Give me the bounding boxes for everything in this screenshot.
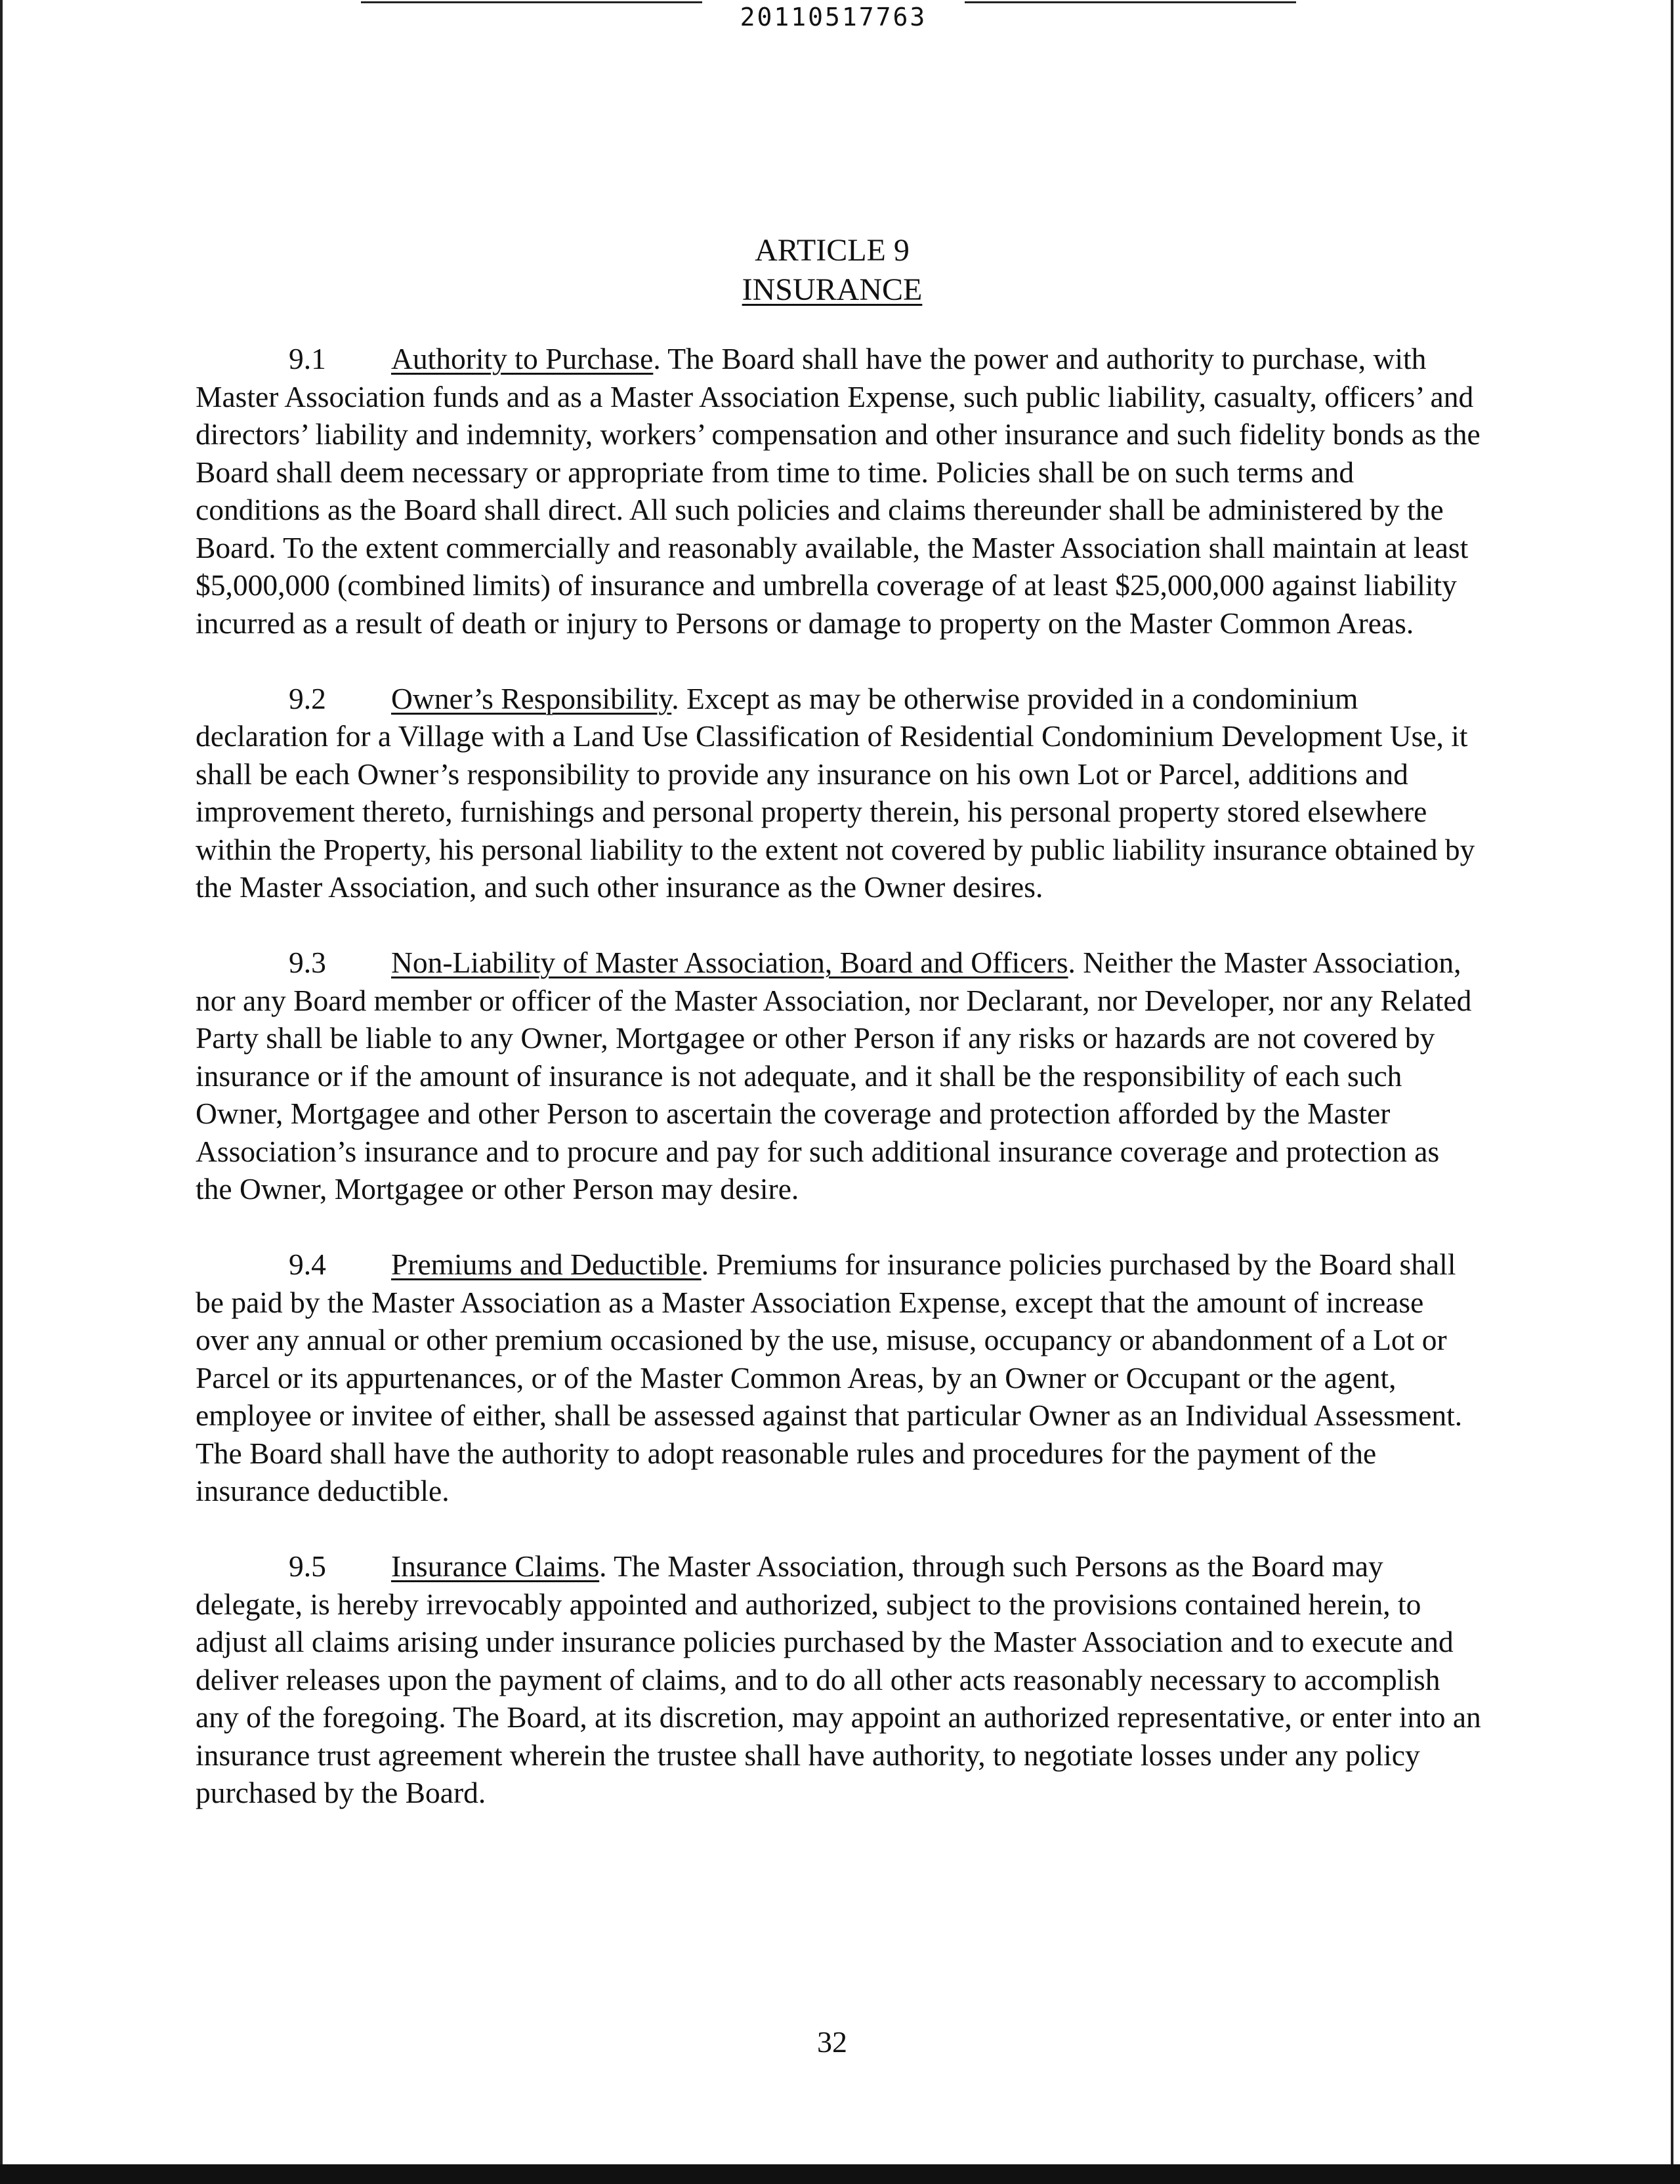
article-body bbox=[196, 340, 1482, 1849]
section-text: . The Board shall have the power and authority to purchase, with Master Association funds and as a Master Association Expense, such public liability, casualty, officers’ and directors’ liability and indemnity, workers’ compensation and other insurance and such fidelity bonds as the Board shall deem necessary or appropriate from time to time. Policies shall be on such terms and conditions as the Board shall direct. All such policies and claims thereunder shall be administered by the Board. To the extent commercially and reasonably available, the Master Association shall maintain at least $5,000,000 (combined limits) of insurance and umbrella coverage of at least $25,000,000 against liability incurred as a result of death or injury to Persons or damage to property on the Master Common Areas. bbox=[196, 342, 1480, 640]
section-number: 9.5 bbox=[289, 1549, 326, 1583]
article-heading bbox=[0, 231, 1664, 310]
section-title: Authority to Purchase bbox=[391, 342, 654, 375]
header-rule-right bbox=[965, 1, 1296, 3]
section-number: 9.2 bbox=[289, 681, 326, 715]
section-text: . The Master Association, through such Persons as the Board may delegate, is hereby irrevocably appointed and authorized, subject to the provisions contained herein, to adjust all claims arising under insurance policies purchased by the Master Association and to execute and deliver releases upon the payment of claims, and to do all other acts reasonably necessary to accomplish any of the foregoing. The Board, at its discretion, may appoint an authorized representative, or enter into an insurance trust agreement wherein the trustee shall have authority, to negotiate losses under any policy purchased by the Board. bbox=[196, 1549, 1481, 1809]
section-title: Non-Liability of Master Association, Board and Officers bbox=[391, 946, 1068, 979]
section-text: . Neither the Master Association, nor any Board member or officer of the Master Association, nor Declarant, nor Developer, nor any Related Party shall be liable to any Owner, Mortgagee or other Person if any risks or hazards are not covered by insurance or if the amount of insurance is not adequate, and it shall be the responsibility of each such Owner, Mortgagee and other Person to ascertain the coverage and protection afforded by the Master Association’s insurance and to procure and pay for such additional insurance coverage and protection as the Owner, Mortgagee or other Person may desire. bbox=[196, 946, 1472, 1206]
scan-border-bottom bbox=[0, 2164, 1680, 2184]
page-number: 32 bbox=[817, 2025, 847, 2059]
header-rule-left bbox=[361, 1, 702, 3]
section-9-2 bbox=[196, 680, 1482, 906]
section-9-1 bbox=[196, 340, 1482, 642]
section-9-5 bbox=[196, 1547, 1482, 1812]
section-number: 9.4 bbox=[289, 1248, 326, 1281]
section-text: . Except as may be otherwise provided in a condominium declaration for a Village with a Land Use Classification of Residential Condominium Development Use, it shall be each Owner’s responsibility to provide any insurance on his own Lot or Parcel, additions and improvement thereto, furnishings and personal property therein, his personal property stored elsewhere within the Property, his personal liability to the extent not covered by public liability insurance obtained by the Master Association, and such other insurance as the Owner desires. bbox=[196, 681, 1475, 904]
section-title: Insurance Claims bbox=[391, 1549, 600, 1583]
section-number: 9.1 bbox=[289, 342, 326, 375]
section-text: . Premiums for insurance policies purchased by the Board shall be paid by the Master Association as a Master Association Expense, except that the amount of increase over any annual or other premium occasioned by the use, misuse, occupancy or abandonment of a Lot or Parcel or its appurtenances, or of the Master Common Areas, by an Owner or Occupant or the agent, employee or invitee of either, shall be assessed against that particular Owner as an Individual Assessment. The Board shall have the authority to adopt reasonable rules and procedures for the payment of the insurance deductible. bbox=[196, 1248, 1463, 1507]
scan-border-right bbox=[1671, 0, 1673, 2166]
article-title: INSURANCE bbox=[742, 272, 923, 307]
scan-border-left bbox=[0, 0, 3, 2166]
section-title: Owner’s Responsibility bbox=[391, 681, 672, 715]
section-9-3 bbox=[196, 944, 1482, 1208]
article-number: ARTICLE 9 bbox=[755, 233, 910, 268]
section-number: 9.3 bbox=[289, 946, 326, 979]
document-id: 20110517763 bbox=[740, 3, 927, 32]
section-title: Premiums and Deductible bbox=[391, 1248, 702, 1281]
section-9-4 bbox=[196, 1246, 1482, 1510]
